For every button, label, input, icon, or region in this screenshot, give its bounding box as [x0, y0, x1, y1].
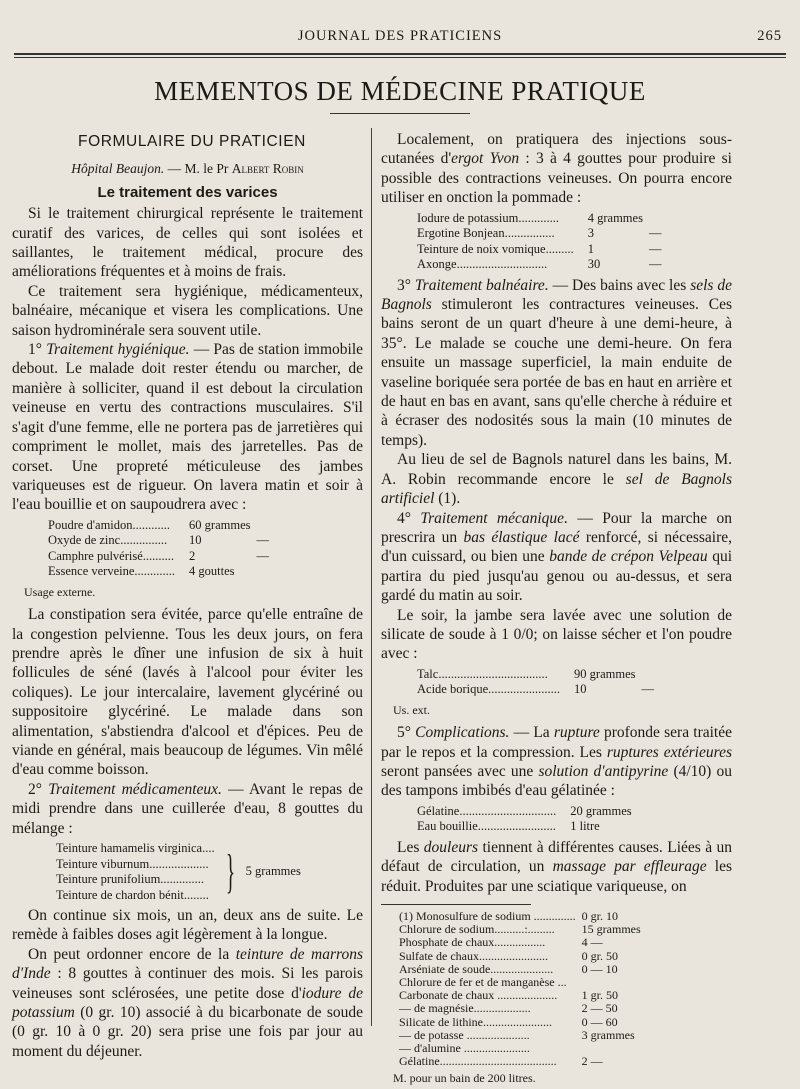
- formula-row: [48, 564, 269, 580]
- paragraph-chestnut: [12, 945, 363, 1061]
- quantity: 2 —: [581, 1054, 603, 1069]
- formula-row: [48, 518, 269, 534]
- quantity: 4 —: [581, 935, 603, 950]
- footnote-row: [399, 1029, 641, 1042]
- italic-term: rupture: [553, 724, 600, 742]
- ointment-formula: [417, 211, 661, 273]
- ingredient: Teinture viburnum...................: [56, 856, 209, 871]
- footnote-ref: (1).: [434, 490, 461, 508]
- item-number: 1°: [28, 341, 47, 359]
- paragraph-pain: [381, 838, 732, 896]
- formula-row: [417, 667, 654, 683]
- header-rule: [14, 53, 786, 55]
- footnote-row: [399, 1055, 641, 1068]
- italic-term: teinture de marrons d'Inde: [12, 945, 363, 983]
- ingredient: — de magnésie...................: [399, 1001, 531, 1016]
- ingredient: Gélatine...............................: [417, 803, 557, 818]
- text-run: les réduit. Produites par une sciatique variqueuse, on: [381, 858, 733, 895]
- paragraph-constipation: La constipation sera évitée, parce qu'elle entraîne de la congestion pelvienne. Tous les deux jours, on fera prendre après le dîner une infusion de six à huit follicules de séné (lavés à l'alcool pour éviter les coliques). Le jour intercalaire, lavement glycériné ou suppositoire glycériné. Le malade dans son alimentation, s'abstiendra d'alcool et d'épices. Peu de viande en général, mais beaucoup de légumes. Vin mêlé d'eau comme boisson.: [12, 606, 363, 779]
- text-run: tiennent à différentes causes. Liées à un défaut de circulation, un: [381, 838, 732, 876]
- text-run: renforcé, si nécessaire, d'un cuissard, ou bien une: [381, 528, 732, 566]
- item-text: — Avant le repas de midi prendre dans une cuillerée d'eau, 8 gouttes du mélange :: [12, 780, 363, 837]
- quantity: 60 grammes: [189, 517, 251, 532]
- ingredient: Camphre pulvérisé..........: [48, 548, 175, 563]
- ingredient: Silicate de lithine.......................: [399, 1014, 552, 1029]
- quantity: 10: [189, 533, 202, 548]
- ingredient: Poudre d'amidon............: [48, 517, 171, 532]
- header-rule-thin: [14, 57, 786, 58]
- text-run: : 3 à 4 gouttes pour produire si possible des contractions veineuses. On pourra encore utiliser en onction la pommade :: [381, 150, 732, 207]
- quantity: 2: [189, 548, 196, 563]
- quantity: 0 — 60: [581, 1014, 618, 1029]
- ingredient: Phosphate de chaux.................: [399, 935, 546, 950]
- usage-note: Us. ext.: [393, 702, 430, 717]
- ingredient: — d'alumine ......................: [399, 1041, 530, 1056]
- formula-row: [417, 211, 661, 227]
- item-label: Traitement mécanique.: [420, 509, 568, 527]
- quantity: 1 gr. 50: [581, 988, 618, 1003]
- quantity: 30: [587, 257, 601, 272]
- ingredient: Iodure de potassium.............: [417, 210, 559, 225]
- footnote-row: [399, 950, 641, 963]
- formula-row: [417, 257, 661, 273]
- brace-glyph: }: [225, 845, 235, 898]
- author-prefix: — M. le Pr: [164, 161, 232, 177]
- formula-row: [417, 242, 661, 258]
- ditto: [251, 564, 270, 580]
- text-run: : 8 gouttes à continuer des mois. Si les parois veineuses sont sclérosées, une petite dose d': [12, 965, 363, 1002]
- ingredient: — de potasse .....................: [399, 1027, 530, 1042]
- item-number: 4°: [397, 509, 421, 527]
- quantity: 20 grammes: [570, 803, 632, 818]
- ingredient: Axonge.............................: [417, 257, 548, 272]
- item-number: 3°: [397, 276, 415, 294]
- quantity: 1 litre: [570, 819, 600, 834]
- journal-title: JOURNAL DES PRATICIENS: [297, 28, 503, 44]
- footnote-row: [399, 936, 641, 949]
- title-underline: [330, 113, 470, 114]
- text-run: — Des bains avec les: [548, 276, 691, 294]
- formula-row: [48, 549, 269, 565]
- ingredient: Essence verveine.............: [48, 564, 176, 579]
- text-run: Les: [397, 838, 424, 856]
- quantity: 4 gouttes: [189, 564, 235, 579]
- quantity: 0 gr. 10: [581, 909, 618, 923]
- item-label: Complications.: [415, 724, 510, 742]
- author-name: Albert Robin: [231, 161, 304, 177]
- byline: [12, 159, 363, 178]
- paragraph-medicamentous: [12, 780, 363, 838]
- footnote-rule: [381, 904, 531, 905]
- paragraph-complications: [381, 723, 732, 801]
- right-column: [381, 130, 732, 1089]
- footnote-row: [399, 1002, 641, 1015]
- quantity: 15 grammes: [581, 922, 641, 937]
- quantity: 5 grammes: [245, 864, 301, 879]
- item-label: Traitement médicamenteux.: [48, 780, 222, 798]
- paragraph-overview: Ce traitement sera hygiénique, médicamenteux, balnéaire, mécanique et visera les complications. Une saison hydrominérale sera souvent utile.: [12, 282, 363, 339]
- quantity: 4 grammes: [587, 210, 643, 225]
- formula-row: [417, 804, 632, 820]
- quantity: 3 grammes: [581, 1027, 635, 1042]
- left-column: [12, 130, 363, 1061]
- ditto: —: [648, 241, 662, 256]
- formula-row: [417, 226, 661, 242]
- ingredient: Gélatine.......................................: [399, 1054, 557, 1069]
- italic-term: sels de Bagnols: [381, 276, 733, 314]
- text-run: Localement, on pratiquera des injections sous-cutanées d': [381, 131, 732, 168]
- ditto: —: [256, 548, 269, 563]
- paragraph-hygienic: [12, 340, 363, 515]
- text-run: seront pansées avec une: [381, 762, 539, 780]
- text-run: — Pour la marche on prescrira un: [381, 509, 733, 546]
- quantity: 90 grammes: [574, 666, 636, 681]
- ingredient: Oxyde de zinc...............: [48, 533, 168, 548]
- italic-term: douleurs: [423, 838, 479, 856]
- formula-row: [48, 533, 269, 549]
- ingredient: Chlorure de sodium..........:.........: [399, 922, 555, 937]
- ditto: —: [648, 257, 662, 272]
- hospital-name: Hôpital Beaujon.: [71, 161, 165, 177]
- text-run: Au lieu de sel de Bagnols naturel dans les bains, M. A. Robin recommande encore le: [381, 451, 732, 488]
- item-label: Traitement balnéaire.: [414, 276, 549, 294]
- quantity: 2 — 50: [581, 1001, 618, 1016]
- tincture-list: [56, 841, 215, 903]
- ingredient: Carbonate de chaux ....................: [399, 988, 558, 1003]
- ingredient: (1) Monosulfure de sodium ..............: [399, 909, 576, 923]
- italic-term: bas élastique lacé: [463, 528, 580, 546]
- italic-term: iodure de potassium: [12, 984, 363, 1022]
- powder-formula: [48, 518, 269, 580]
- italic-term: ergot Yvon: [451, 150, 520, 168]
- main-title: MEMENTOS DE MÉDECINE PRATIQUE: [154, 76, 646, 106]
- ditto: —: [648, 226, 662, 241]
- section-heading: FORMULAIRE DU PRATICIEN: [78, 133, 306, 150]
- talc-formula: [417, 667, 654, 698]
- paragraph-evening: Le soir, la jambe sera lavée avec une solution de silicate de soude à 1 0/0; on laisse sécher et l'on poudre avec :: [381, 606, 732, 663]
- formula-row: [417, 682, 654, 698]
- column-divider: [371, 128, 372, 1026]
- italic-term: bande de crépon Velpeau: [549, 548, 708, 566]
- ingredient: Arséniate de soude.....................: [399, 961, 554, 976]
- ingredient: Acide borique.......................: [417, 682, 561, 697]
- running-head: [14, 28, 786, 50]
- footnote-row: [399, 1016, 641, 1029]
- paragraph-mechanical: [381, 509, 732, 606]
- text-run: qui partira du pied jusqu'au genou ou au-dessus, et sera gardé du matin au soir.: [381, 548, 733, 605]
- item-number: 5°: [397, 724, 416, 742]
- footnote-formula: [399, 910, 641, 1068]
- text-run: (0 gr. 10) associé à du bicarbonate de soude (0 gr. 10 à 0 gr. 20) sera prise une fois par jour au moment du déjeuner.: [12, 1004, 363, 1060]
- quantity: [576, 1042, 641, 1055]
- quantity: 10: [574, 682, 587, 697]
- ditto: [635, 667, 654, 683]
- gelatin-formula: [417, 804, 632, 835]
- text-run: On peut ordonner encore de la: [28, 945, 236, 963]
- page-number: 265: [757, 28, 782, 44]
- paragraph-balneary: [381, 276, 732, 451]
- quantity: 0 — 10: [581, 961, 618, 976]
- paragraph-intro: Si le traitement chirurgical représente le traitement curatif des varices, de celles qui sont isolées et saillantes, le traitement médical, procure des améliorations fréquentes et à moins de frais.: [12, 205, 363, 281]
- text-run: — La: [509, 724, 554, 742]
- item-label: Traitement hygiénique.: [46, 341, 190, 359]
- italic-term: sel de Bagnols artificiel: [381, 470, 732, 508]
- ditto: —: [256, 533, 269, 548]
- ingredient: Teinture de chardon bénit........: [56, 887, 209, 902]
- text-run: profonde sera traitée par le repos et la compression. Les: [381, 724, 732, 761]
- ditto: —: [641, 682, 654, 697]
- italic-term: ruptures extérieures: [606, 743, 732, 761]
- ingredient: Teinture de noix vomique.........: [417, 241, 574, 256]
- article-title: Le traitement des varices: [97, 183, 278, 201]
- usage-note: Usage externe.: [24, 584, 96, 599]
- text-run: (4/10) ou des tampons imbibés d'eau gélatinée :: [381, 762, 732, 800]
- footnote-instruction: M. pour un bain de 200 litres.: [393, 1071, 536, 1086]
- ingredient: Teinture hamamelis virginica....: [56, 841, 215, 855]
- quantity: 0 gr. 50: [581, 948, 618, 963]
- item-number: 2°: [28, 780, 49, 798]
- ditto: [643, 211, 662, 227]
- ingredient: Sulfate de chaux.......................: [399, 948, 548, 963]
- quantity: 3: [587, 226, 594, 241]
- italic-term: solution d'antipyrine: [538, 762, 669, 780]
- ingredient: Talc...................................: [417, 666, 548, 681]
- ditto: [251, 518, 270, 534]
- ingredient: Chlorure de fer et de manganèse ...: [399, 975, 567, 990]
- item-text: — Pas de station immobile debout. Le malade doit rester étendu ou marcher, de manière à solliciter, quand il est debout la circulation veineuse en vertu des contractions musculaires. S'il s'agit d'une femme, elle ne portera pas de jarretières qui compriment le mollet, mais des jarretelles. Pas de corset. Une propreté méticuleuse des jambes variqueuses est de rigueur. On lavera matin et soir à l'eau bouillie et on saupoudrera avec :: [12, 341, 364, 514]
- ingredient: Eau bouillie.........................: [417, 819, 556, 834]
- paragraph-duration: On continue six mois, un an, deux ans de suite. Le remède à faibles doses agit légèrement à la longue.: [12, 907, 363, 944]
- paragraph-bagnols: [381, 450, 732, 508]
- formula-row: [417, 819, 632, 835]
- quantity: 1: [587, 241, 594, 256]
- text-run: stimuleront les contractures veineuses. Ces bains seront de un quart d'heure à une demi-heure, à 35°. Le malade se couche une demi-heure. On fera ensuite un massage superficiel, la main enduite de vaseline boriquée sera portée de bas en haut en arrière et de haut en bas en avant, sans qu'elle cherche à réduire et à écraser des nodosités sous la main (10 minutes de temps).: [381, 296, 732, 449]
- paragraph-injections: [381, 130, 732, 208]
- ingredient: Teinture prunifolium..............: [56, 872, 205, 886]
- ingredient: Ergotine Bonjean................: [417, 226, 555, 241]
- italic-term: massage par effleurage: [552, 858, 707, 876]
- footnote-row: [399, 1042, 641, 1055]
- tincture-formula: [56, 841, 363, 903]
